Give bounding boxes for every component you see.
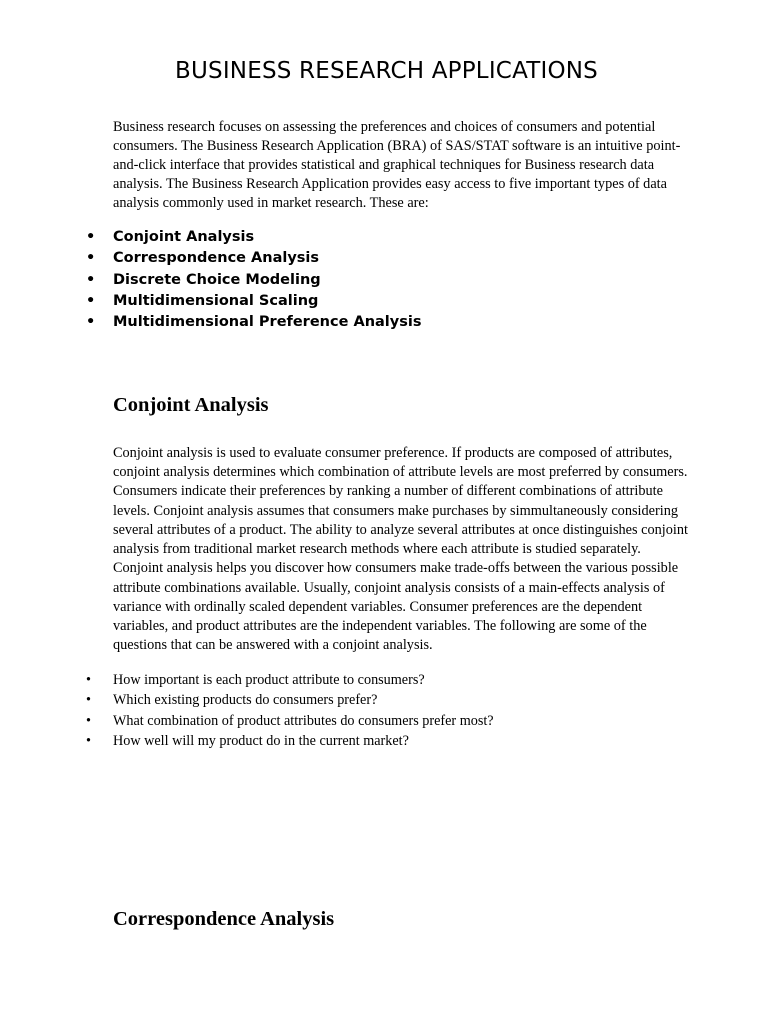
list-item: • Correspondence Analysis <box>113 248 690 269</box>
list-item: • How well will my product do in the current market? <box>113 731 690 751</box>
list-item: • How important is each product attribute to consumers? <box>113 670 690 690</box>
list-item: • Discrete Choice Modeling <box>113 270 690 291</box>
list-item: • Conjoint Analysis <box>113 227 690 248</box>
section-heading-conjoint-analysis: Conjoint Analysis <box>113 394 269 417</box>
section-heading-correspondence-analysis: Correspondence Analysis <box>113 907 335 930</box>
intro-paragraph: Business research focuses on assessing the preferences and choices of consumers and potential consumers. The Business Research Application (BRA) of SAS/STAT software is an intuitive point-and-click interface that provides statistical and graphical techniques for Business research data analysis. The Business Research Application provides easy access to five important types of data analysis commonly used in market research. These are: <box>113 118 681 211</box>
page-title: BUSINESS RESEARCH APPLICATIONS <box>175 58 598 84</box>
list-item: • Multidimensional Scaling <box>113 291 690 312</box>
list-item: • Multidimensional Preference Analysis <box>113 312 690 333</box>
list-item: • Which existing products do consumers prefer? <box>113 690 690 710</box>
list-item: • What combination of product attributes do consumers prefer most? <box>113 711 690 731</box>
analysis-type-list <box>113 227 690 334</box>
conjoint-analysis-paragraph: Conjoint analysis is used to evaluate consumer preference. If products are composed of attributes, conjoint analysis determines which combination of attribute levels are most preferred by consumers. Consumers indicate their preferences by ranking a number of different combinations of attribute levels. Conjoint analysis assumes that consumers make purchases by simmultaneously considering several attributes of a product. The ability to analyze several attributes at once distinguishes conjoint analysis from traditional market research methods where each attribute is studied separately. Conjoint analysis helps you discover how consumers make trade-offs between the various possible attribute combinations available. Usually, conjoint analysis consists of a main-effects analysis of variance with ordinally scaled dependent variables. Consumer preferences are the dependent variables, and product attributes are the independent variables. The following are some of the questions that can be answered with a conjoint analysis. <box>113 445 689 654</box>
conjoint-question-list <box>113 670 690 752</box>
